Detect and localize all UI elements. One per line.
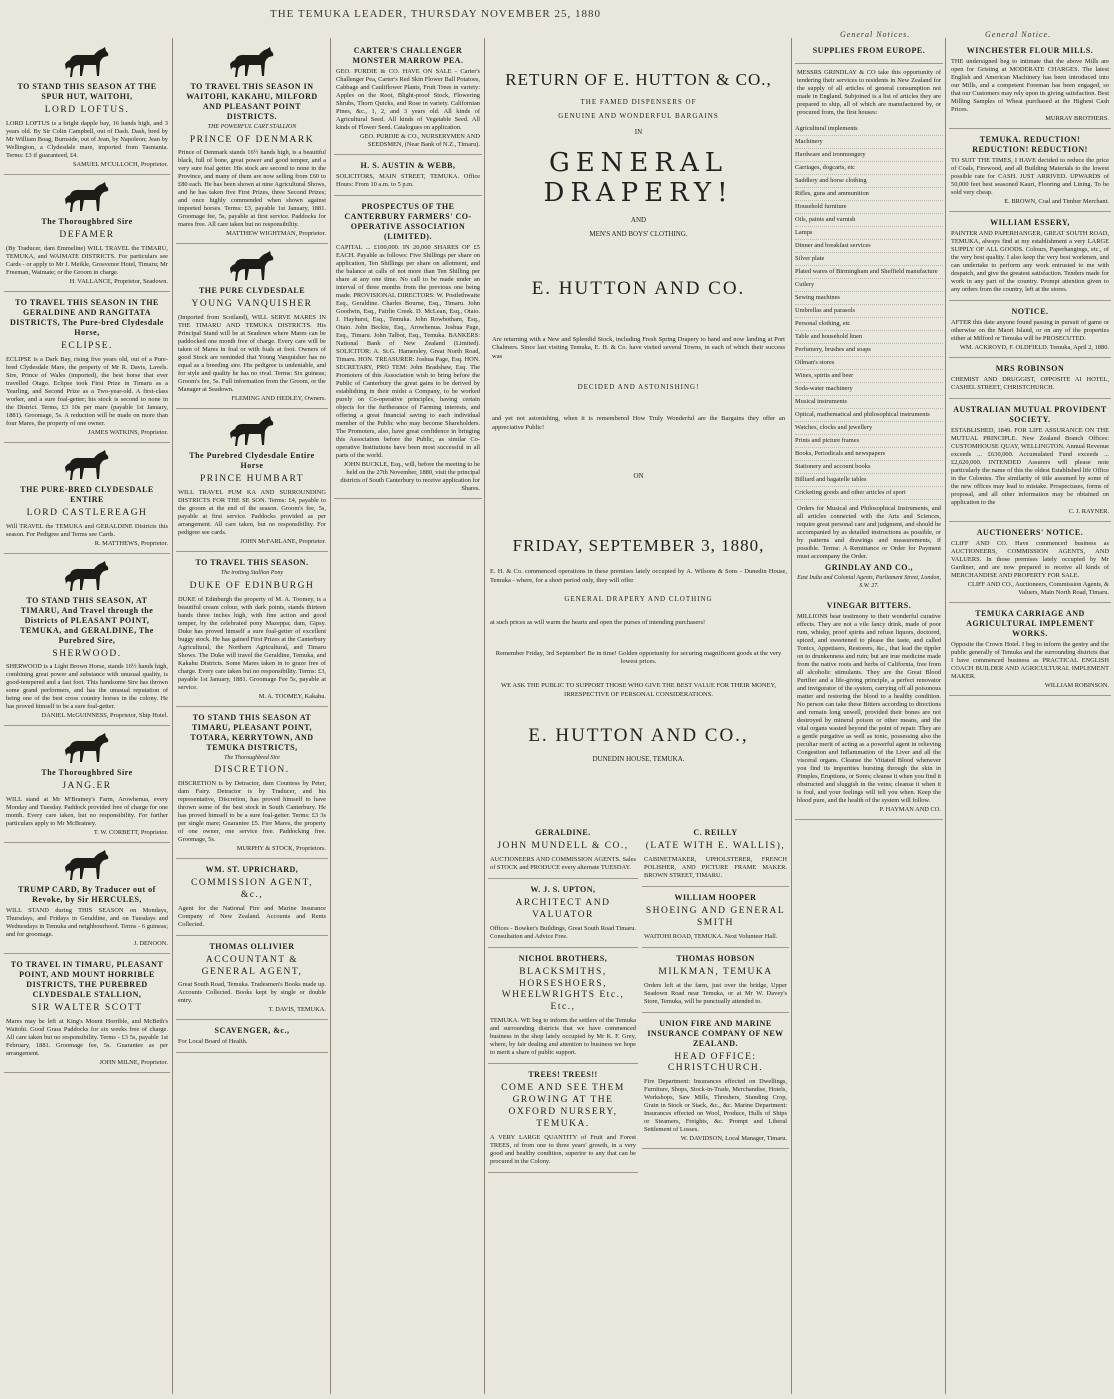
ad-heading: TO TRAVEL THIS SEASON IN THE GERALDINE AND RANGITATA DISTRICTS, The Pure-bred Clydesdale Horse, bbox=[10, 297, 164, 337]
advert-general-drapery: GENERAL DRAPERY AND CLOTHING bbox=[564, 595, 713, 604]
advertisement bbox=[642, 887, 789, 948]
ad-name: ECLIPSE. bbox=[61, 340, 113, 351]
column-rule bbox=[791, 38, 792, 1394]
advert-firm-name-2: E. HUTTON AND CO., bbox=[528, 725, 749, 747]
ad-name: BLACKSMITHS, HORSESHOERS, WHEELWRIGHTS Etc., Etc., bbox=[501, 966, 625, 1013]
ad-body: (By Traducer, dam Emmeline) WILL TRAVEL the TIMARU, TEMUKA, and WAIMATE DISTRICTS. For particulars see Cards - or apply to Mr J. Meikle, Grosvenor Hotel, Timaru; Mr Freeman, Waimate; or the Groom in charge. bbox=[6, 244, 168, 276]
advertisement bbox=[949, 40, 1111, 129]
ad-body: SOLICITORS, MAIN STREET, TEMUKA. Office Hours: From 10 a.m. to 5 p.m. bbox=[336, 173, 480, 188]
column-2-stallion-ads bbox=[176, 40, 328, 1396]
advertisement bbox=[176, 936, 328, 1021]
masthead-title: THE TEMUKA LEADER, THURSDAY NOVEMBER 25, 1880 bbox=[270, 8, 602, 20]
ad-name: MILKMAN, TEMUKA bbox=[658, 966, 773, 977]
advert-title: RETURN OF E. HUTTON & CO., bbox=[505, 70, 772, 89]
column-rule bbox=[945, 38, 946, 1394]
ad-name: HEAD OFFICE: CHRISTCHURCH. bbox=[667, 1051, 764, 1074]
ad-heading: The Thoroughbred Sire bbox=[41, 216, 133, 226]
advertisement bbox=[334, 40, 482, 155]
advert-firm-name: E. HUTTON AND CO. bbox=[531, 278, 746, 299]
ad-signature: C. J. RAYNER. bbox=[1068, 508, 1109, 515]
ad-name: SHERWOOD. bbox=[52, 648, 122, 659]
ad-name: COMMISSION AGENT, &c., bbox=[191, 877, 313, 900]
advertisement bbox=[4, 292, 170, 443]
ad-heading: W. J. S. UPTON, bbox=[530, 884, 596, 894]
article-list-item: Umbrellas and parasols bbox=[795, 305, 943, 318]
advert-decided: DECIDED AND ASTONISHING! bbox=[577, 383, 700, 392]
ad-body: Offices - Bowker's Buildings, Great South Road Timaru. Consultation and Advice Free. bbox=[490, 924, 636, 940]
article-list-item: Musical instruments bbox=[795, 396, 943, 409]
ad-name: JANG.ER bbox=[62, 781, 112, 792]
advert-line: AND bbox=[630, 216, 647, 224]
ad-heading: The Thoroughbred Sire bbox=[41, 768, 133, 778]
ad-heading: WILLIAM HOOPER bbox=[674, 892, 757, 902]
advertisement bbox=[949, 522, 1111, 603]
horse-illustration-icon bbox=[62, 181, 112, 215]
article-list-item: Sewing machines bbox=[795, 292, 943, 305]
article-list-item: Wines, spirits and beer bbox=[795, 370, 943, 383]
ad-name: PRINCE OF DENMARK bbox=[189, 134, 315, 145]
article-list-item: Oilman's stores bbox=[795, 357, 943, 370]
advert-paragraph: and yet not astonishing, when it is remembered How Truly Wonderful are the Bargains they offer an appreciative Public! bbox=[492, 415, 785, 431]
horse-illustration-icon bbox=[62, 449, 112, 483]
advert-paragraph: at such prices as will warm the hearts and open the purses of intending purchasers! bbox=[490, 619, 706, 627]
ad-name: PRINCE HUMBART bbox=[199, 474, 305, 485]
horse-illustration-icon bbox=[62, 560, 112, 594]
advert-address: DUNEDIN HOUSE, TEMUKA. bbox=[592, 755, 685, 764]
ad-body: LORD LOFTUS is a bright dapple bay, 16 hands high, and 3 years old. By Sir Colin Campbell, out of Dash. Dash, bred by Mr William Boag, Burnside, out of Jean, by Napoleon; Jean by Wellington, a Clydesdale mare, imported from Tasmania. Terms: £3 if guaranteed, £4. bbox=[6, 119, 168, 159]
ad-heading: PROSPECTUS OF THE CANTERBURY FARMERS' CO-OPERATIVE ASSOCIATION (LIMITED). bbox=[344, 202, 472, 241]
article-list-item: Dinner and breakfast services bbox=[795, 240, 943, 253]
article-list-item: Hardware and ironmongery bbox=[795, 149, 943, 162]
ad-name: LORD LOFTUS. bbox=[44, 105, 130, 115]
advertisement bbox=[4, 726, 170, 843]
advert-line: MEN'S AND BOYS' CLOTHING. bbox=[589, 230, 688, 238]
ad-heading: WINCHESTER FLOUR MILLS. bbox=[966, 46, 1094, 55]
ad-name: SHOEING AND GENERAL SMITH bbox=[645, 905, 786, 928]
ad-signature: MATTHEW WIGHTMAN, Proprietor. bbox=[226, 230, 326, 238]
ad-name: COME AND SEE THEM GROWING AT THE OXFORD NURSERY, TEMUKA. bbox=[501, 1083, 625, 1129]
advert-paragraph: Remember Friday, 3rd September! Be in time! Golden opportunity for securing magnificent goods at the very lowest prices. bbox=[495, 649, 782, 665]
article-list-item: Silver plate bbox=[795, 253, 943, 266]
hutton-drapery-advert bbox=[486, 40, 791, 820]
ad-body: (Imported from Scotland), WILL SERVE MARES IN THE TIMARU AND TEMUKA DISTRICTS. His Principal Stand will be at Seadown where Mares can be paddocked one month free of charge. Every care will be taken of Mares in foal or with foals at foot. Owners of good Stock are reminded that Young Vanquisher has no equal as a breeding sire. His pedigree is undeniable, and for style and quality he has no rival. Terms: Six guineas; Groom's fee, 5s. Full information from the Groom, or the Manager at Seadown. bbox=[178, 314, 326, 394]
ad-signature: T. DAVIS, TEMUKA. bbox=[268, 1006, 326, 1014]
ad-body: PAINTER AND PAPERHANGER, GREAT SOUTH ROAD, TEMUKA, always find at my establishment a very LARGE SUPPLY OF ALL GOODS. Colours, Paperhangings, etc., of the very best quality. I also keep the very best workmen, and can undertake to perform any work entrusted to me with despatch, and give the greatest satisfaction. Tenders made for work in any part of the country. Prompt attention given to any orders from the country, left at the stores. bbox=[951, 230, 1109, 293]
article-list-item: Watches, clocks and jewellery bbox=[795, 422, 943, 435]
advertisement bbox=[176, 859, 328, 936]
ad-signature: JOHN McFARLANE, Proprietor. bbox=[240, 538, 326, 546]
ad-heading: TEMUKA. REDUCTION! REDUCTION! REDUCTION! bbox=[972, 135, 1088, 154]
ad-heading: SCAVENGER, &c., bbox=[214, 1026, 290, 1036]
advertisement bbox=[488, 948, 638, 1065]
ad-signature: WILLIAM ROBINSON. bbox=[1044, 682, 1109, 689]
ad-heading: MRS ROBINSON bbox=[995, 364, 1065, 373]
ad-signature: FLEMING AND HEDLEY, Owners. bbox=[231, 395, 326, 403]
ad-body: WILL STAND during THIS SEASON on Mondays, Thursdays, and Fridays in Geraldine, and on Tuesdays and Wednesdays in Temuka and neighbourhood. Terms - 6 guineas; and for groomage. bbox=[6, 907, 168, 939]
article-list-item: Cutlery bbox=[795, 279, 943, 292]
ad-name: JOHN MUNDELL & CO., bbox=[497, 841, 629, 851]
column-3-nursery-prospectus bbox=[334, 40, 482, 1396]
advertisement bbox=[334, 196, 482, 499]
ad-heading: AUSTRALIAN MUTUAL PROVIDENT SOCIETY. bbox=[953, 405, 1107, 424]
advertisement bbox=[488, 822, 638, 879]
ad-heading: TO STAND THIS SEASON AT THE SPUR HUT, WAITOHI, bbox=[17, 82, 157, 101]
ad-body: CHEMIST AND DRUGGIST, OPPOSITE AI HOTEL, CASHEL STREET, CHRISTCHURCH. bbox=[951, 376, 1109, 391]
ad-signature: JOHN BUCKLE, Esq., will, before the meeting to be held on the 27th November, 1880, visit the principal districts of South Canterbury to receive application for Shares. bbox=[340, 461, 480, 492]
advertisement bbox=[176, 40, 328, 244]
ad-heading: NOTICE. bbox=[1011, 307, 1049, 316]
horse-illustration-icon bbox=[227, 415, 277, 449]
ad-body: ECLIPSE is a Dark Bay, rising five years old, out of a Pure-bred Clydesdale Mare, the property of Mr R. Davis, Lavels. Sire, Prince of Wales (imported), the best horse that ever travelled Otago. Eclipse took First Prize in Timaru as a Yearling, and Second Prize as a Two-year-old. A first-class worker, and a sure foal-getter; his stock is second to none in the District. Terms, £3 10s per mare (payable 1st January, 1881). Groomage, 5s. A reduction will be made on more than four Mares, the property of one owner. bbox=[6, 355, 168, 427]
ad-body: CABINETMAKER, UPHOLSTERER, FRENCH POLISHER, AND PICTURE FRAME MAKER. BROWN STREET, TIMARU. bbox=[644, 855, 787, 879]
vinegar-signature: P. HAYMAN AND CO. bbox=[879, 806, 941, 813]
advert-line: IN bbox=[634, 128, 643, 136]
ad-body: DISCRETION is by Detractor, dam Countess by Peter, dam Fairy. Detractor is by Traducer, and his representative, Discretion, has proved himself to have thrown some of the best stock in South Canterbury. He has proved himself to be a sure foal-getter. Terms: £3 3s per single mare; Guarantee £5. Fire Mares, the property of one owner, one service free. Paddocking free. Groomage, 5s. bbox=[178, 779, 326, 843]
horse-illustration-icon bbox=[62, 732, 112, 766]
article-list-item: Personal clothing, etc bbox=[795, 318, 943, 331]
article-list-item: Agricultural implements bbox=[795, 123, 943, 136]
ad-signature: CLIFF AND CO., Auctioneers, Commission Agents, & Valuers, Main North Road, Timaru. bbox=[967, 581, 1109, 596]
lower-left-ads bbox=[488, 822, 638, 1396]
lower-right-ads bbox=[642, 822, 789, 1396]
column-rule bbox=[484, 38, 485, 1394]
ad-name: SIR WALTER SCOTT bbox=[31, 1003, 143, 1014]
general-notices-heading: General Notices. bbox=[840, 30, 911, 39]
ad-body: Great South Road, Temuka. Tradesmen's Books made up. Accounts Collected. Books kept by single or double entry. bbox=[178, 981, 326, 1005]
ad-signature: SAMUEL M'CULLOCH, Proprietor. bbox=[73, 160, 168, 168]
ad-body: WILL TRAVEL PUM KA AND SURROUNDING DISTRICTS FOR THE SE SON. Terms: £4, payable to the groom at the end of the season. Groom's fee, 5s, payable at first service. Paddocks provided as per arrangement. All care taken, but no responsibility. For pedigree see cards. bbox=[178, 489, 326, 537]
ad-name: ACCOUNTANT & GENERAL AGENT, bbox=[201, 954, 303, 977]
advertisement bbox=[949, 129, 1111, 212]
vinegar-text: MILLIONS bear testimony to their wonderful curative effects. They are not a vile fancy drink, made of poor rum, whisky, proof spirits and refuse liquors, doctored, spiced, and sweetened to please the taste, and called Tonics, Appetisers, Restorers, &c., that lead the tippler on to drunkenness and ruin; but are true medicine made from the native roots and herbs of California, free from all alcoholic stimulants. They are the Great Blood Purifier and a life-giving principle, a perfect renovator and invigorator of the system, carrying off all poisonous matter and restoring the blood to a healthy condition. No person can take these Bitters according to directions and remain long unwell, provided their bones are not destroyed by mineral poison or other means, and the vital organs wasted beyond the point of repair. They are a gentle purgative as well as tonic, possessing also the peculiar merit of acting as a powerful agent in relieving Congestion and Inflammation of the Liver and all the visceral organs. Cleanse the Vitiated Blood whenever you find its impurities bursting through the skin in Pimples, Eruptions, or Sores; cleanse it when you find it obstructed and sluggish in the veins; cleanse it when it is foul, and your feelings will tell you when. Keep the blood pure, and the health of the system will follow. bbox=[797, 613, 941, 804]
ad-heading: H. S. AUSTIN & WEBB, bbox=[360, 161, 456, 170]
ad-body: Fire Department: Insurances effected on Dwellings, Furniture, Shops, Stock-in-Trade, Merchandise, Hotels, Workshops, Saw Mills, Threshers, Standing Crop, Grain in Stock or Stack, &c., &c. Marine Department: Insurances effected on Wool, Produce, Hulls of Ships or Steamers, Freights, &c. Prompt and Liberal Settlement of Losses. bbox=[644, 1078, 787, 1134]
ad-body: DUKE of Edinburgh the property of M. A. Toomey, is a beautiful cream colour, with dark points, stands thirteen hands three inches high, with fine action and good temper, by the celebrated pony Mazeppa; dam, Gipsy. Duke has proved himself a sure foal-getter of excellent buggy stock. He has gained First Prizes at the Canterbury Agricultural, the Northern Agricultural, and Timaru Shows. The Duke will travel the Geraldine, Temuka, and Kakahu Districts. Some Mares taken in to graze free of charge. Every care taken but no responsibility. Terms: £3, payable 1st January, 1881. Groomage Fee 5s, payable at service. bbox=[178, 595, 326, 691]
column-1-stallion-ads bbox=[4, 40, 170, 1396]
ad-name: DUKE OF EDINBURGH bbox=[189, 580, 315, 591]
ad-signature: W. DAVIDSON, Local Manager, Timaru. bbox=[680, 1135, 787, 1143]
article-list-item: Table and household linen bbox=[795, 331, 943, 344]
advert-on: ON bbox=[633, 472, 644, 481]
intro-text: MESSRS GRINDLAY & CO take this opportunity of tendering their services to residents in New Zealand for the supply of all articles of general consumption not made in England. Subjoined is a list of articles they are prepared to ship, all of which are manufactured by, or procured from, the first houses: bbox=[797, 69, 941, 116]
advertisement bbox=[176, 707, 328, 859]
advert-line: GENUINE AND WONDERFUL BARGAINS bbox=[558, 112, 719, 120]
ad-heading: TEMUKA CARRIAGE AND AGRICULTURAL IMPLEMENT WORKS. bbox=[966, 609, 1094, 638]
ad-signature: MURRAY BROTHERS. bbox=[1045, 115, 1109, 122]
advertisement bbox=[4, 954, 170, 1073]
advertisement bbox=[4, 443, 170, 554]
advertisement bbox=[949, 301, 1111, 358]
article-list-item: Books, Periodicals and newspapers bbox=[795, 448, 943, 461]
advert-date: FRIDAY, SEPTEMBER 3, 1880, bbox=[512, 536, 765, 556]
ad-name: LORD CASTLEREAGH bbox=[26, 507, 148, 518]
ad-heading: TO TRAVEL IN TIMARU, PLEASANT POINT, AND MOUNT HORRIBLE DISTRICTS, THE PUREBRED CLYDESDALE STALLION, bbox=[10, 960, 164, 1000]
article-list bbox=[795, 123, 943, 500]
ad-heading: THE PURE-BRED CLYDESDALE ENTIRE bbox=[20, 484, 154, 504]
advertisement bbox=[4, 843, 170, 954]
ad-heading: THE PURE CLYDESDALE bbox=[198, 286, 306, 296]
ad-body: AUCTIONEERS AND COMMISSION AGENTS. Sales of STOCK and PRODUCE every alternate TUESDAY. bbox=[490, 855, 636, 871]
column-rule bbox=[330, 38, 331, 1394]
ad-signature: MURPHY & STOCK, Proprietors. bbox=[236, 844, 326, 852]
ad-heading: The Purebred Clydesdale Entire Horse bbox=[189, 451, 315, 471]
ad-heading: NICHOL BROTHERS, bbox=[518, 953, 608, 963]
advertisement bbox=[176, 244, 328, 409]
ad-signature: JOHN MILNE, Proprietor. bbox=[99, 1059, 168, 1067]
ad-heading: TO TRAVEL THIS SEASON. bbox=[195, 558, 309, 568]
advertisement bbox=[642, 822, 789, 887]
article-list-item: Prints and picture frames bbox=[795, 435, 943, 448]
article-list-item: Machinery bbox=[795, 136, 943, 149]
ad-signature: T. W. CORBETT, Proprietor. bbox=[93, 829, 168, 837]
article-list-item: Soda-water machinery bbox=[795, 383, 943, 396]
article-list-item: Saddlery and horse clothing bbox=[795, 175, 943, 188]
article-list-item: Household furniture bbox=[795, 201, 943, 214]
ad-body: CLIFF AND CO. Have commenced business as AUCTIONEERS, COMMISSION AGENTS, AND VALUERS. In those premises lately occupied by Mr Gardiner, and are now prepared to receive all kinds of MERCHANDISE AND PROPERTY FOR SALE. bbox=[951, 540, 1109, 579]
ad-name: ARCHITECT AND VALUATOR bbox=[515, 897, 611, 920]
ad-name: DISCRETION. bbox=[214, 765, 290, 775]
ad-body: CAPITAL ... £100,000. IN 20,000 SHARES OF £5 EACH. Payable as follows: Five Shillings per share on application, Ten Shillings per share on allotment, and the balance at calls of not more than Ten Shilling per share at any one time. No call to be made under an interval of three months from the previous one being made. PROVISIONAL DIRECTORS: W. Postlethwaite Esq., Geraldine. Charles Bourne, Esq., Timaru. John Goodwin, Esq., Fairlie Creek. D. McLean, Esq., Otaio. J. Hayhurst, Esq., Temuka. John Rowbotham, Esq., Otaio. John Beckie, Esq., Arowhenua. Joshua Page, Esq., Timaru. John Talbot, Esq., Temuka. BANKERS: National Bank of New Zealand (Limited). SOLICITOR: A. St.G. Hamersley, Great North Road, Timaru. HON. TREASURER: Joshua Page, Esq. HON. SECRETARY, PRO TEM: John Bradshaw, Esq. The Promoters of this Association wish to bring before the Public of Canterbury the great gains to be derived by establishing in their midst a Company, to be worked purely on Co-operative principles, having certain objects for the furtherance of Farming interests, and offering a great financial saving to each individual member of the Public who may become Shareholders. The Promoters, also, have great confidence in bringing this Association before the Public, as similar Co-operative Institutions have been most successful in all parts of the world. bbox=[336, 244, 480, 459]
ad-signature: R. MATTHEWS, Proprietor. bbox=[94, 539, 168, 547]
horse-illustration-icon bbox=[227, 46, 277, 80]
ad-heading: GERALDINE. bbox=[535, 828, 591, 837]
horse-illustration-icon bbox=[62, 46, 112, 80]
ad-body: A VERY LARGE QUANTITY of Fruit and Forest TREES, of from one to three years' growth, in a very good and healthy condition, superior to any that can be procured in the Colony. bbox=[490, 1133, 636, 1165]
ad-name: YOUNG VANQUISHER bbox=[191, 299, 313, 310]
ad-body: WILL stand at Mr M'Bratney's Farm, Arowhenua, every Monday and Tuesday. Paddock provided free of charge for one month. Every care taken, but no responsibility. For further particulars apply to Mr McBratney. bbox=[6, 796, 168, 828]
advertisement bbox=[4, 175, 170, 292]
ad-heading: THOMAS OLLIVIER bbox=[209, 941, 295, 951]
advert-paragraph: WE ASK THE PUBLIC TO SUPPORT THOSE WHO GIVE THE BEST VALUE FOR THEIR MONEY, IRRESPECTIVE OF PERSONAL CONSIDERATIONS. bbox=[501, 682, 776, 698]
ad-heading: WILLIAM ESSERY, bbox=[990, 218, 1070, 227]
ad-heading: WM. ST. UPRICHARD, bbox=[205, 864, 299, 874]
ad-heading: C. REILLY bbox=[693, 828, 738, 837]
ad-signature: M. A. TOOMEY, Kakahu. bbox=[258, 692, 326, 700]
article-list-item: Plated wares of Birmingham and Sheffield manufacture bbox=[795, 266, 943, 279]
advertisement bbox=[642, 1013, 789, 1150]
ad-body: AFTER this date anyone found passing in pursuit of game or otherwise on the Maori Island, or on any of the properties either at Milford or Temuka will be PROSECUTED. bbox=[951, 319, 1109, 342]
ad-heading: TRUMP CARD, By Traducer out of Revoke, by Sir HERCULES, bbox=[18, 885, 156, 905]
ad-body: Will TRAVEL the TEMUKA and GERALDINE Districts this season. For Pedigree and Terms see Cards. bbox=[6, 522, 168, 538]
article-list-item: Cricketing goods and other articles of sport bbox=[795, 487, 943, 500]
ad-signature: WM. ACKROYD, F. OLDFIELD. Temuka, April 2, 1880. bbox=[959, 344, 1109, 351]
ad-body: WAITOHI ROAD, TEMUKA. Next Volunteer Hall. bbox=[644, 932, 778, 940]
ad-body: THE undersigned beg to intimate that the above Mills are open for Gristing at MODERATE CHARGES. The latest English and American Machinery has been introduced into our Mills, and a competent Foreman has been engaged, so that our Customers may rely upon its giving satisfaction. Best Milling Samples of Wheat purchased at the Highest Cash Prices. bbox=[951, 58, 1109, 113]
article-list-item: Oils, paints and varnish bbox=[795, 214, 943, 227]
article-list-item: Optical, mathematical and philosophical instruments bbox=[795, 409, 943, 422]
advertisement bbox=[642, 948, 789, 1013]
general-notice-heading: General Notice. bbox=[985, 30, 1052, 39]
article-list-item: Carriages, dogcarts, etc bbox=[795, 162, 943, 175]
advertisement bbox=[176, 409, 328, 552]
advertisement bbox=[176, 1020, 328, 1053]
ad-name: (LATE WITH E. WALLIS), bbox=[645, 841, 786, 851]
ad-body: For Local Board of Health. bbox=[178, 1038, 248, 1046]
ad-body: SHERWOOD is a Light Brown Horse, stands 16½ hands high, combining great power and substance with unusual quality, is good-tempered and a fast foot. This handsome Sire has thrown some grand performers, and has the unusual reputation of being one of the best cross country horses in the colony. He has proved himself to be a sure foal-getter. bbox=[6, 663, 168, 711]
banner: SUPPLIES FROM EUROPE. bbox=[812, 46, 926, 55]
ad-body: TO SUIT THE TIMES, I HAVE decided to reduce the price of Coals, Firewood, and all Building Materials to the lowest possible rate for CASH. JUST ARRIVED. UPWARDS of 50,000 feet best seasoned Kauri, Flooring and Lining. To be sold very cheap. bbox=[951, 157, 1109, 196]
advertisement bbox=[4, 40, 170, 175]
advertisement bbox=[949, 603, 1111, 696]
ad-body: Prince of Denmark stands 16½ hands high, is a beautiful black, full of bone, great power and good temper, and a very sure foal getter. His stock are second to none in the Province, and many of them are now selling from £60 to £80 each. He has been shown at nine Agricultural Shows, and he has taken five First Prizes, three Second Prizes; and once highly commended when shown against imported horses. Terms: £3, payable 1st January, 1881. Groomage fee, 5s, payable at first service. Paddocks for mares free. All care taken but no responsibility. bbox=[178, 149, 326, 229]
advertisement bbox=[4, 554, 170, 727]
ad-signature: J. DENOON. bbox=[133, 940, 168, 948]
ad-body: Mares may be left at King's Mount Horrible, and McBeth's Waitohi. Good Grass Paddocks for six weeks free of charge. All care taken but no responsibility. Terms - £3 5s, payable 1st February, 1881. Groomage fee, 5s. Guarantee as per arrangement. bbox=[6, 1018, 168, 1058]
ad-name: DEFAMER bbox=[59, 229, 115, 240]
horse-illustration-icon bbox=[62, 849, 112, 883]
article-list-item: Lamps bbox=[795, 227, 943, 240]
advertisement bbox=[488, 879, 638, 948]
advert-paragraph: Are returning with a New and Splendid Stock, including Fresh Spring Drapery to hand and now landing at Port Chalmers. Since last visiting Temuka, E. H. & Co. have visited several Towns, in each of which their success was bbox=[492, 336, 785, 360]
advertisement bbox=[334, 155, 482, 196]
ad-heading: UNION FIRE AND MARINE INSURANCE COMPANY OF NEW ZEALAND. bbox=[647, 1018, 784, 1048]
firm-name: GRINDLAY AND CO., bbox=[825, 563, 913, 572]
ad-body: Agent for the National Fire and Marine Insurance Company of New Zealand. Accounts and Rents Collected. bbox=[178, 904, 326, 928]
article-list-item: Perfumery, brushes and soaps bbox=[795, 344, 943, 357]
ad-signature: GEO. PURDIE & CO., NURSERYMEN AND SEEDSMEN, (Near Bank of N.Z., Timaru). bbox=[359, 133, 480, 148]
ad-signature: H. VALLANCE, Proprietor, Seadown. bbox=[69, 277, 168, 285]
ad-subheading: THE POWERFUL CART STALLION bbox=[207, 124, 297, 130]
article-list-item: Billiard and bagatelle tables bbox=[795, 474, 943, 487]
article-list-item: Stationery and account books bbox=[795, 461, 943, 474]
advert-paragraph: E. H. & Co. commenced operations in these premises lately occupied by A. Wilsons & Sons - Dunedin House, Temuka - where, for a short period only, they will offer bbox=[490, 568, 787, 584]
ad-heading: THOMAS HOBSON bbox=[676, 953, 755, 963]
advert-big-heading: GENERAL DRAPERY! bbox=[543, 148, 734, 208]
ad-body: TEMUKA. WE beg to inform the settlers of the Temuka and surrounding districts that we have commenced business in the shop lately occupied by Mr K. F. Grey, where, by fair dealing and attention to business we hope to merit a share of public support. bbox=[490, 1017, 636, 1057]
ad-body: GEO. PURDIE & CO. HAVE ON SALE - Carter's Challenger Pea, Carter's Red Skin Flower Ball Potatoes, Cabbage and Cauliflower Plants, Fruit Trees in variety: Apples on the Root, Blight-proof Stock, Flowering Shrubs, Thorn Quicks, and Rose in variety. Californian Pines, &c., 1, 2, and 3 years old. All kinds of Agricultural Seed. All kinds of Vegetable Seed. All kinds of Flower Seed. Catalogues on application. bbox=[336, 68, 480, 131]
ad-subheading: The Thoroughbred Sire bbox=[224, 754, 280, 761]
ad-heading: TREES! TREES!! bbox=[528, 1070, 598, 1080]
advert-line: THE FAMED DISPENSERS OF bbox=[580, 98, 697, 106]
ad-subheading: The trotting Stallion Pony bbox=[220, 570, 284, 577]
advertisement bbox=[488, 1064, 638, 1173]
advertisement bbox=[949, 399, 1111, 522]
column-5-grindlay bbox=[795, 40, 943, 1396]
ad-heading: TO STAND THIS SEASON AT TIMARU, PLEASANT POINT, TOTARA, KERRYTOWN, AND TEMUKA DISTRICTS, bbox=[190, 712, 314, 752]
ad-signature: E. BROWN, Coal and Timber Merchant. bbox=[1004, 198, 1109, 205]
outro-text: Orders for Musical and Philosophical Instruments, and all articles connected with the Arts and Sciences, require great personal care and judgment, and should be accompanied by as detailed instructions as possible, or by patterns and drawings and measurements, if possible. Terms: A Remittance or Order for Payment must accompany the Order. bbox=[797, 505, 941, 560]
horse-illustration-icon bbox=[227, 250, 277, 284]
article-list-item: Rifles, guns and ammunition bbox=[795, 188, 943, 201]
column-rule bbox=[172, 38, 173, 1394]
ad-heading: TO TRAVEL THIS SEASON IN WAITOHI, KAKAHU, MILFORD AND PLEASANT POINT DISTRICTS. bbox=[186, 82, 318, 121]
firm-address: East India and Colonial Agents, Parliament Street, London, S.W. 27. bbox=[797, 575, 941, 589]
ad-signature: DANIEL McGUINNESS, Proprietor, Ship Hotel. bbox=[41, 712, 168, 720]
vinegar-heading: VINEGAR BITTERS. bbox=[826, 601, 912, 610]
ad-heading: TO STAND THIS SEASON, AT TIMARU, And Travel through the Districts of PLEASANT POINT, TEMUKA, and GERALDINE, The Purebred Sire, bbox=[20, 595, 154, 645]
advertisement bbox=[949, 358, 1111, 399]
ad-signature: JAMES WATKINS, Proprietor. bbox=[87, 428, 168, 436]
column-6-notices bbox=[949, 40, 1111, 1396]
advertisement bbox=[176, 552, 328, 706]
ad-heading: CARTER'S CHALLENGER MONSTER MARROW PEA. bbox=[352, 46, 464, 65]
ad-heading: AUCTIONEERS' NOTICE. bbox=[976, 528, 1084, 537]
ad-body: Orders left at the farm, just over the bridge, Upper Seadown Road near Temuka, or at Mr W. Davey's Store, Temuka, will be punctually attended to. bbox=[644, 981, 787, 1005]
ad-body: Opposite the Crown Hotel. I beg to inform the gentry and the public generally of Temuka and the surrounding districts that I have commenced business as PRACTICAL ENGLISH COACH BUILDER AND AGRICULTURAL IMPLEMENT MAKER. bbox=[951, 641, 1109, 680]
advertisement bbox=[949, 212, 1111, 301]
masthead bbox=[0, 0, 1114, 39]
ad-body: ESTABLISHED, 1849. FOR LIFE ASSURANCE ON THE MUTUAL PRINCIPLE. New Zealand Branch Offices: CUSTOMHOUSE QUAY, WELLINGTON. Annual Revenue exceeds ... £630,000. Accumulated Fund exceeds ... £2,620,000. INTENDED Assurers will please note particularly the name of this the oldest Established life Office in the Colonies. The similarity of title assumed by some of the new offices may lead to mistake. Prospectuses, forms of proposal, and all other information may be obtained on application to the bbox=[951, 427, 1109, 506]
